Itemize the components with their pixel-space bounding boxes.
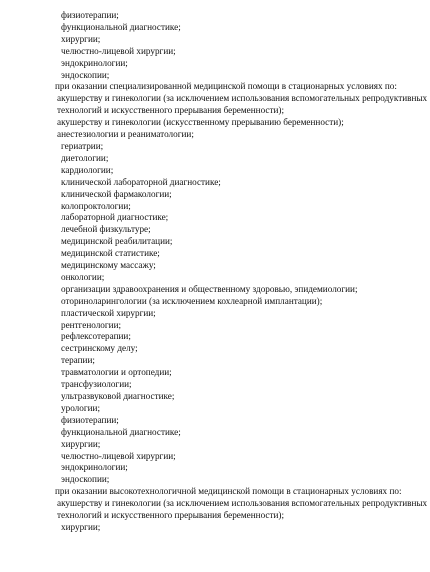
list-item-continuation: технологий и искусственного прерывания беременности); [57,105,285,116]
list-item: рентгенологии; [61,319,122,330]
list-item-continuation: технологий и искусственного прерывания беременности); [57,510,285,521]
list-item: хирургии; [61,438,101,449]
list-item: анестезиологии и реаниматологии; [57,129,194,140]
list-item: лабораторной диагностике; [61,212,169,223]
list-item: акушерству и гинекологии (за исключением использования вспомогательных репродуктивных [57,498,428,509]
list-item: медицинской реабилитации; [61,236,173,247]
document-text [0,10,430,534]
list-item: физиотерапии; [61,10,119,20]
list-item: рефлексотерапии; [61,331,131,342]
section-heading: при оказании специализированной медицинской помощи в стационарных условиях по: [55,81,397,92]
list-item: урологии; [61,402,100,413]
list-item: медицинской статистике; [61,248,160,259]
list-item: эндокринологии; [61,462,128,473]
list-item: эндокринологии; [61,57,128,68]
list-item: хирургии; [61,521,101,532]
list-item: акушерству и гинекологии (за исключением использования вспомогательных репродуктивных [57,93,428,104]
list-item: клинической лабораторной диагностике; [61,176,221,187]
list-item: функциональной диагностике; [61,21,181,32]
list-item: лечебной физкультуре; [61,224,151,235]
list-item: физиотерапии; [61,414,119,425]
list-item: хирургии; [61,33,101,44]
list-item: сестринскому делу; [61,343,138,354]
list-item: пластической хирургии; [61,307,156,318]
list-item: кардиологии; [61,164,114,175]
list-item: оториноларингологии (за исключением кохлеарной имплантации); [61,295,323,306]
list-item: челюстно-лицевой хирургии; [61,450,176,461]
section-heading: при оказании высокотехнологичной медицинской помощи в стационарных условиях по: [55,486,402,497]
list-item: клинической фармакологии; [61,188,172,199]
list-item: гериатрии; [61,140,104,151]
list-item: организации здравоохранения и общественному здоровью, эпидемиологии; [61,283,358,294]
list-item: трансфузиологии; [61,379,132,390]
list-item: медицинскому массажу; [61,260,156,271]
list-item: ультразвуковой диагностике; [61,391,175,401]
list-item: акушерству и гинекологии (искусственному прерыванию беременности); [57,117,344,128]
list-item: функциональной диагностике; [61,426,181,437]
list-item: колопроктологии; [61,200,131,211]
list-item: онкологии; [61,271,105,282]
list-item: травматологии и ортопедии; [61,367,172,378]
list-item: эндоскопии; [61,69,110,80]
list-item: челюстно-лицевой хирургии; [61,45,176,56]
list-item: диетологии; [61,152,109,163]
list-item: терапии; [61,355,95,366]
list-item: эндоскопии; [61,474,110,485]
